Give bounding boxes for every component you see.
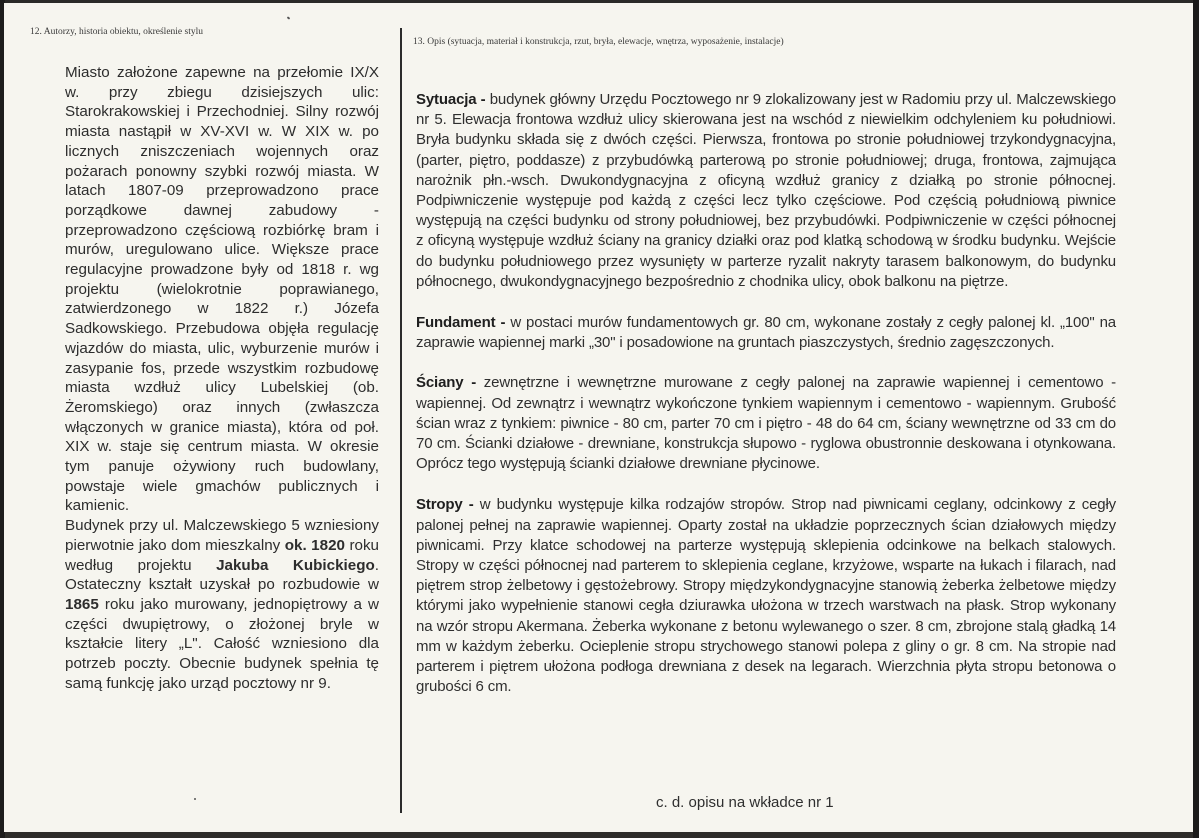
history-paragraph-building (65, 516, 379, 693)
scan-border-right (1193, 0, 1199, 838)
scan-border-bottom (0, 832, 1199, 838)
section-stropy (416, 495, 1116, 697)
history-paragraph-city: Miasto założone zapewne na przełomie IX/X w. przy zbiegu dzisiejszych ulic: Starokrakowskiej i Przechodniej. Silny rozwój miasta nastąpił w XV-XVI w. W XIX w. po licznych zniszczeniach wojennych oraz pożarach ponowny szybki rozwój miasta. W latach 1807-09 przeprowadzono prace porządkowe dawnej zabudowy - przeprowadzono częściową rozbiórkę bram i murów, uregulowano ulice. Większe prace regulacyjne prowadzone były od 1818 r. wg projektu (wielokrotnie poprawianego, zatwierdzonego w 1822 r.) Józefa Sadkowskiego. Przebudowa objęła regulację wjazdów do miasta, ulic, wyburzenie murów i zasypanie fos, przede wszystkim rozbudowę miasta wzdłuż ulicy Lubelskiej (ob. Żeromskiego) oraz innych (zwłaszcza włączonych w granice miasta), która od poł. XIX w. staje się centrum miasta. W okresie tym panuje ożywiony ruch budowlany, powstaje wiele gmachów publicznych i kamienic. (65, 64, 379, 515)
text-segment: roku według projektu (65, 536, 380, 574)
section-body: w budynku występuje kilka rodzajów stropów. Strop nad piwnicami ceglany, odcinkowy z cegły palonej pełnej na zaprawie wapiennej. Oparty został na układzie poprzecznych ścian działowych między piwnicami. Przy klatce schodowej na parterze występują sklepienia odcinkowe na belkach stalowych. Stropy w części północnej nad parterem to sklepienia ceglane, krzyżowe, wsparte na łukach i filarach, nad piętrem strop żelbetowy i gęstożebrowy. Stropy międzykondygnacyjne stanowią żeberka żelbetowe między którymi jako wypełnienie stanowi cegła dziurawka ułożona w trzech warstwach na płask. Strop wykonany na wzór stropu Akermana. Żeberka wykonane z betonu wylewanego o szer. 8 cm, zbrojone stalą gładką 14 mm w każdym żeberku. Ocieplenie stropu strychowego stanowi polepa z gliny o gr. 8 cm. Na stropie nad parterem i piętrem ułożona podłoga drewniana z desek na legarach. Wierzchnia płyta stropu betonowa o grubości 6 cm. (416, 496, 1116, 696)
section-fundament (416, 313, 1116, 353)
section-body: zewnętrzne i wewnętrzne murowane z cegły palonej na zaprawie wapiennej i cementowo - wapiennej. Od zewnątrz i wewnątrz wykończone tynkiem wapiennym i cementowo - wapiennym. Grubość ścian wraz z tynkiem: piwnice - 80 cm, parter 70 cm i piętro - 48 do 64 cm, ściany wewnętrzne od 33 cm do 70 cm. Ścianki działowe - drewniane, konstrukcja słupowo - ryglowa obustronnie deskowana i otynkowana. Oprócz tego występują ścianki działowe drewniane płycinowe. (416, 374, 1117, 473)
section-title: Fundament (416, 314, 496, 332)
text-segment: roku jako murowany, jednopiętrowy a w części dwupiętrowy, o złożonej bryle w kształcie litery „L". Całość wzniesiono dla potrzeb poczty. Obecnie budynek spełnia tę samą funkcję jako urząd pocztowy nr 9. (65, 595, 379, 692)
section-title: Sytuacja (416, 91, 477, 108)
continuation-note: c. d. opisu na wkładce nr 1 (656, 794, 834, 811)
text-segment: . Ostateczny kształt uzyskał po rozbudowie w (65, 556, 379, 594)
text-segment: Budynek przy ul. Malczewskiego 5 wzniesiony pierwotnie jako dom mieszkalny (65, 517, 379, 554)
scan-speck (194, 798, 196, 800)
document-page (4, 3, 1193, 832)
section-title: Stropy (416, 496, 463, 514)
section-header-12: 12. Autorzy, historia obiektu, określenie stylu (30, 27, 203, 37)
section-separator: - (462, 496, 480, 514)
date-highlight: ok. 1820 (284, 536, 345, 554)
section-separator: - (476, 91, 490, 108)
section-sytuacja (416, 90, 1116, 292)
section-separator: - (495, 314, 511, 332)
history-column (65, 63, 379, 694)
column-divider (400, 28, 402, 813)
section-body: budynek główny Urzędu Pocztowego nr 9 zlokalizowany jest w Radomiu przy ul. Malczewskiego nr 5. Elewacja frontowa wzdłuż ulicy skierowana jest na wschód z niewielkim odchyleniem ku południowi. Bryła budynku składa się z dwóch części. Pierwsza, frontowa po stronie południowej trzykondygnacyjna, (parter, piętro, poddasze) z przybudówką parterową po stronie południowej; druga, frontowa, zajmująca narożnik płn.-wsch. Dwukondygnacyjna z oficyną wzdłuż granicy z działką po stronie północnej. Podpiwniczenie występuje pod każdą z części lecz tylko częściowe. Pod częścią południową piwnice występują na części budynku od strony południowej, bez przybudówki. Podpiwniczenie w części północnej z oficyną występuje wzdłuż ściany na granicy działki oraz pod klatką schodową w środku budynku. Wejście do budynku południowego przez wysunięty w parterze ryzalit nakryty tarasem balkonowym, do budynku północnego, dwukondygnacyjnego bezpośrednio z chodnika ulicy, obok balkonu na piętrze. (416, 91, 1116, 290)
date-highlight: 1865 (65, 595, 99, 613)
section-header-13: 13. Opis (sytuacja, materiał i konstrukcja, rzut, bryła, elewacje, wnętrza, wyposażenie, instalacje) (413, 37, 784, 47)
scan-speck (287, 16, 291, 19)
section-title: Ściany (416, 374, 464, 392)
description-column (416, 90, 1116, 717)
architect-highlight: Jakuba Kubickiego (216, 556, 375, 574)
section-sciany (416, 373, 1116, 474)
section-body: w postaci murów fundamentowych gr. 80 cm, wykonane zostały z cegły palonej kl. „100" na zaprawie wapiennej marki „30" i posadowione na gruntach piaszczystych, średnio zagęszczonych. (416, 314, 1116, 352)
section-separator: - (463, 374, 484, 392)
